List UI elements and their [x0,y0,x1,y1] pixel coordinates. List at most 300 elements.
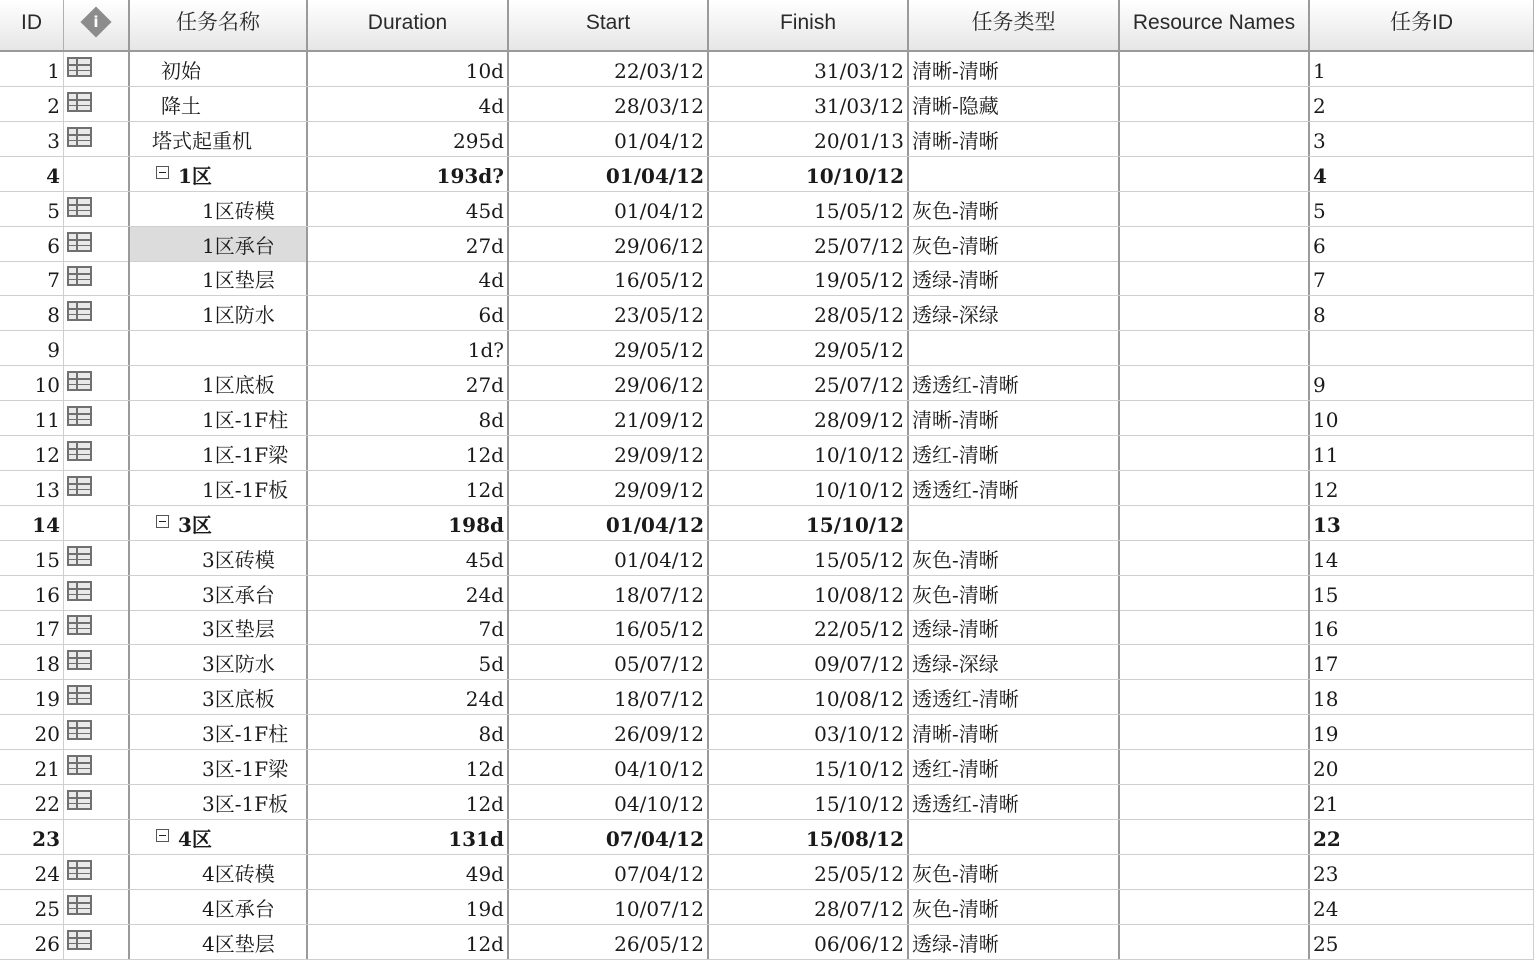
row-indicator-cell[interactable] [64,576,130,610]
task-name-cell[interactable] [130,925,308,959]
table-row[interactable] [0,610,1534,645]
task-notes-icon[interactable] [67,930,92,950]
table-row[interactable] [0,680,1534,715]
table-row[interactable] [0,192,1534,227]
task-id-cell[interactable]: 7 [1310,261,1534,295]
resource-names-cell[interactable] [1120,87,1310,121]
duration-cell[interactable]: 12d [308,436,509,470]
table-row[interactable] [0,925,1534,960]
resource-names-cell[interactable] [1120,855,1310,889]
resource-names-cell[interactable] [1120,331,1310,365]
table-row[interactable] [0,366,1534,401]
collapse-toggle-icon[interactable] [156,515,169,528]
task-id-cell[interactable]: 15 [1310,576,1534,610]
row-indicator-cell[interactable] [64,436,130,470]
finish-cell[interactable]: 31/03/12 [709,87,909,121]
task-notes-icon[interactable] [67,406,92,426]
task-type-cell[interactable]: 灰色-清晰 [909,576,1120,610]
duration-cell[interactable]: 12d [308,785,509,819]
start-cell[interactable]: 29/06/12 [509,227,709,261]
task-name-cell[interactable] [130,610,308,644]
row-indicator-cell[interactable] [64,401,130,435]
start-cell[interactable]: 16/05/12 [509,261,709,295]
finish-cell[interactable]: 10/08/12 [709,680,909,714]
task-id-cell[interactable] [1310,331,1534,365]
task-id-cell[interactable]: 16 [1310,610,1534,644]
resource-names-cell[interactable] [1120,157,1310,191]
row-id-cell[interactable]: 4 [0,157,64,191]
task-name-cell[interactable] [130,506,308,540]
row-indicator-cell[interactable] [64,52,130,86]
task-name-cell[interactable] [130,680,308,714]
duration-cell[interactable]: 193d? [308,157,509,191]
row-id-cell[interactable]: 8 [0,296,64,330]
task-notes-icon[interactable] [67,720,92,740]
start-cell[interactable]: 22/03/12 [509,52,709,86]
column-header-task-id[interactable]: 任务ID [1310,0,1534,50]
task-id-cell[interactable]: 8 [1310,296,1534,330]
task-type-cell[interactable] [909,506,1120,540]
finish-cell[interactable]: 10/08/12 [709,576,909,610]
resource-names-cell[interactable] [1120,680,1310,714]
duration-cell[interactable]: 12d [308,471,509,505]
duration-cell[interactable]: 27d [308,366,509,400]
task-name-cell[interactable] [130,401,308,435]
task-type-cell[interactable]: 透透红-清晰 [909,471,1120,505]
row-id-cell[interactable]: 7 [0,261,64,295]
start-cell[interactable]: 01/04/12 [509,157,709,191]
finish-cell[interactable]: 20/01/13 [709,122,909,156]
row-indicator-cell[interactable] [64,750,130,784]
row-indicator-cell[interactable] [64,261,130,295]
finish-cell[interactable]: 10/10/12 [709,157,909,191]
collapse-toggle-icon[interactable] [156,166,169,179]
task-id-cell[interactable]: 21 [1310,785,1534,819]
task-notes-icon[interactable] [67,441,92,461]
task-id-cell[interactable]: 18 [1310,680,1534,714]
start-cell[interactable]: 05/07/12 [509,645,709,679]
task-name-cell[interactable] [130,645,308,679]
start-cell[interactable]: 28/03/12 [509,87,709,121]
task-id-cell[interactable]: 17 [1310,645,1534,679]
table-row[interactable] [0,541,1534,576]
task-notes-icon[interactable] [67,790,92,810]
task-name-text: 4区垫层 [202,931,275,956]
task-name-cell[interactable] [130,855,308,889]
duration-cell[interactable]: 19d [308,890,509,924]
task-notes-icon[interactable] [67,301,92,321]
task-type-cell[interactable]: 透绿-深绿 [909,296,1120,330]
duration-cell[interactable]: 1d? [308,331,509,365]
task-name-cell[interactable] [130,192,308,226]
task-name-text: 3区砖模 [202,547,275,572]
duration-cell[interactable]: 5d [308,645,509,679]
finish-cell[interactable]: 15/10/12 [709,750,909,784]
row-indicator-cell[interactable] [64,715,130,749]
duration-cell[interactable]: 24d [308,576,509,610]
task-type-cell[interactable]: 透透红-清晰 [909,680,1120,714]
row-indicator-cell[interactable] [64,820,130,854]
table-row[interactable] [0,576,1534,611]
task-type-cell[interactable] [909,331,1120,365]
finish-cell[interactable]: 10/10/12 [709,471,909,505]
table-row[interactable] [0,52,1534,87]
row-id-cell[interactable]: 10 [0,366,64,400]
start-cell[interactable]: 10/07/12 [509,890,709,924]
column-header-duration[interactable]: Duration [308,0,509,50]
row-id-cell[interactable]: 1 [0,52,64,86]
task-name-cell[interactable] [130,890,308,924]
collapse-toggle-icon[interactable] [156,829,169,842]
resource-names-cell[interactable] [1120,366,1310,400]
row-id-cell[interactable]: 18 [0,645,64,679]
task-id-cell[interactable]: 24 [1310,890,1534,924]
task-name-text: 3区 [178,512,212,537]
row-id-cell[interactable]: 5 [0,192,64,226]
resource-names-cell[interactable] [1120,576,1310,610]
task-type-cell[interactable]: 透绿-清晰 [909,610,1120,644]
resource-names-cell[interactable] [1120,122,1310,156]
task-name-cell[interactable] [130,366,308,400]
task-type-cell[interactable] [909,820,1120,854]
resource-names-cell[interactable] [1120,610,1310,644]
table-row[interactable] [0,645,1534,680]
task-notes-icon[interactable] [67,266,92,286]
task-type-cell[interactable]: 灰色-清晰 [909,890,1120,924]
finish-cell[interactable]: 03/10/12 [709,715,909,749]
task-id-cell[interactable]: 25 [1310,925,1534,959]
row-indicator-cell[interactable] [64,227,130,261]
table-row[interactable] [0,331,1534,366]
start-cell[interactable]: 18/07/12 [509,680,709,714]
task-notes-icon[interactable] [67,92,92,112]
resource-names-cell[interactable] [1120,192,1310,226]
start-cell[interactable]: 16/05/12 [509,610,709,644]
table-row[interactable] [0,122,1534,157]
row-id-cell[interactable]: 15 [0,541,64,575]
resource-names-cell[interactable] [1120,52,1310,86]
start-cell[interactable]: 29/06/12 [509,366,709,400]
row-indicator-cell[interactable] [64,610,130,644]
task-name-cell[interactable] [130,820,308,854]
task-id-cell[interactable]: 9 [1310,366,1534,400]
duration-cell[interactable]: 4d [308,87,509,121]
task-id-cell[interactable]: 4 [1310,157,1534,191]
task-id-cell[interactable]: 13 [1310,506,1534,540]
task-type-cell[interactable]: 透绿-深绿 [909,645,1120,679]
task-id-cell[interactable]: 10 [1310,401,1534,435]
task-name-cell[interactable] [130,296,308,330]
table-row[interactable] [0,157,1534,192]
start-cell[interactable]: 04/10/12 [509,750,709,784]
task-name-cell[interactable] [130,785,308,819]
task-name-cell[interactable] [130,52,308,86]
row-indicator-cell[interactable] [64,157,130,191]
table-row[interactable] [0,436,1534,471]
finish-cell[interactable]: 09/07/12 [709,645,909,679]
row-indicator-cell[interactable] [64,541,130,575]
row-indicator-cell[interactable] [64,192,130,226]
task-id-cell[interactable]: 20 [1310,750,1534,784]
resource-names-cell[interactable] [1120,261,1310,295]
resource-names-cell[interactable] [1120,645,1310,679]
finish-cell[interactable]: 28/07/12 [709,890,909,924]
task-id-cell[interactable]: 22 [1310,820,1534,854]
task-name-cell[interactable] [130,122,308,156]
task-type-cell[interactable]: 清晰-清晰 [909,52,1120,86]
task-id-cell[interactable]: 6 [1310,227,1534,261]
start-cell[interactable]: 04/10/12 [509,785,709,819]
task-notes-icon[interactable] [67,232,92,252]
task-type-cell[interactable]: 清晰-清晰 [909,122,1120,156]
resource-names-cell[interactable] [1120,471,1310,505]
finish-cell[interactable]: 15/10/12 [709,506,909,540]
duration-cell[interactable]: 24d [308,680,509,714]
task-name-cell[interactable] [130,541,308,575]
row-id-cell[interactable]: 23 [0,820,64,854]
table-row[interactable] [0,820,1534,855]
task-type-cell[interactable]: 清晰-隐藏 [909,87,1120,121]
resource-names-cell[interactable] [1120,296,1310,330]
resource-names-cell[interactable] [1120,541,1310,575]
table-row[interactable] [0,750,1534,785]
task-notes-icon[interactable] [67,615,92,635]
task-id-cell[interactable]: 2 [1310,87,1534,121]
start-cell[interactable]: 01/04/12 [509,506,709,540]
start-cell[interactable]: 21/09/12 [509,401,709,435]
row-id-cell[interactable]: 2 [0,87,64,121]
duration-cell[interactable]: 10d [308,52,509,86]
row-indicator-cell[interactable] [64,296,130,330]
task-name-cell[interactable] [130,157,308,191]
task-id-cell[interactable]: 19 [1310,715,1534,749]
row-indicator-cell[interactable] [64,785,130,819]
start-cell[interactable]: 18/07/12 [509,576,709,610]
table-row[interactable] [0,506,1534,541]
resource-names-cell[interactable] [1120,227,1310,261]
task-type-cell[interactable]: 透透红-清晰 [909,366,1120,400]
task-notes-icon[interactable] [67,197,92,217]
resource-names-cell[interactable] [1120,890,1310,924]
table-row[interactable] [0,296,1534,331]
task-notes-icon[interactable] [67,127,92,147]
finish-cell[interactable]: 15/10/12 [709,785,909,819]
task-name-cell[interactable] [130,436,308,470]
table-row[interactable] [0,715,1534,750]
task-notes-icon[interactable] [67,581,92,601]
task-id-cell[interactable]: 23 [1310,855,1534,889]
task-notes-icon[interactable] [67,860,92,880]
finish-cell[interactable]: 15/08/12 [709,820,909,854]
resource-names-cell[interactable] [1120,506,1310,540]
duration-cell[interactable]: 7d [308,610,509,644]
task-name-cell[interactable] [130,750,308,784]
task-type-cell[interactable]: 透绿-清晰 [909,261,1120,295]
finish-cell[interactable]: 29/05/12 [709,331,909,365]
row-indicator-cell[interactable] [64,331,130,365]
table-row[interactable] [0,87,1534,122]
duration-cell[interactable]: 12d [308,750,509,784]
task-notes-icon[interactable] [67,650,92,670]
task-type-cell[interactable]: 灰色-清晰 [909,855,1120,889]
task-notes-icon[interactable] [67,476,92,496]
start-cell[interactable]: 01/04/12 [509,541,709,575]
finish-cell[interactable]: 19/05/12 [709,261,909,295]
resource-names-cell[interactable] [1120,750,1310,784]
row-indicator-cell[interactable] [64,122,130,156]
row-id-cell[interactable]: 6 [0,227,64,261]
start-cell[interactable]: 29/05/12 [509,331,709,365]
row-id-cell[interactable]: 26 [0,925,64,959]
task-type-cell[interactable]: 透绿-清晰 [909,925,1120,959]
row-id-cell[interactable]: 11 [0,401,64,435]
start-cell[interactable]: 26/05/12 [509,925,709,959]
row-id-cell[interactable]: 24 [0,855,64,889]
finish-cell[interactable]: 22/05/12 [709,610,909,644]
task-name-cell[interactable] [130,331,308,365]
column-header-indicators[interactable] [64,0,130,50]
row-indicator-cell[interactable] [64,855,130,889]
task-name-text: 3区-1F柱 [202,722,289,747]
finish-cell[interactable]: 15/05/12 [709,192,909,226]
task-name-cell[interactable] [130,715,308,749]
finish-cell[interactable]: 10/10/12 [709,436,909,470]
duration-cell[interactable]: 45d [308,192,509,226]
table-row[interactable] [0,227,1534,262]
finish-cell[interactable]: 15/05/12 [709,541,909,575]
table-row[interactable] [0,890,1534,925]
column-header-id[interactable]: ID [0,0,64,50]
column-header-start[interactable]: Start [509,0,709,50]
task-notes-icon[interactable] [67,371,92,391]
start-cell[interactable]: 23/05/12 [509,296,709,330]
resource-names-cell[interactable] [1120,925,1310,959]
row-indicator-cell[interactable] [64,680,130,714]
row-indicator-cell[interactable] [64,925,130,959]
resource-names-cell[interactable] [1120,401,1310,435]
task-name-cell[interactable] [130,261,308,295]
finish-cell[interactable]: 28/09/12 [709,401,909,435]
row-id-cell[interactable]: 19 [0,680,64,714]
table-row[interactable] [0,785,1534,820]
duration-cell[interactable]: 8d [308,401,509,435]
duration-cell[interactable]: 6d [308,296,509,330]
duration-cell[interactable]: 45d [308,541,509,575]
task-type-cell[interactable]: 透红-清晰 [909,436,1120,470]
row-indicator-cell[interactable] [64,87,130,121]
task-name-cell[interactable] [130,576,308,610]
task-id-cell[interactable]: 14 [1310,541,1534,575]
column-header-task-name[interactable]: 任务名称 [130,0,308,50]
duration-cell[interactable]: 198d [308,506,509,540]
task-type-cell[interactable]: 灰色-清晰 [909,192,1120,226]
start-cell[interactable]: 26/09/12 [509,715,709,749]
task-id-cell[interactable]: 11 [1310,436,1534,470]
task-id-cell[interactable]: 1 [1310,52,1534,86]
duration-cell[interactable]: 12d [308,925,509,959]
task-id-cell[interactable]: 5 [1310,192,1534,226]
resource-names-cell[interactable] [1120,785,1310,819]
table-row[interactable] [0,261,1534,296]
duration-cell[interactable]: 4d [308,261,509,295]
task-id-cell[interactable]: 3 [1310,122,1534,156]
row-id-cell[interactable]: 22 [0,785,64,819]
task-type-cell[interactable]: 灰色-清晰 [909,227,1120,261]
task-name-cell[interactable] [130,471,308,505]
task-type-cell[interactable]: 透透红-清晰 [909,785,1120,819]
duration-cell[interactable]: 49d [308,855,509,889]
resource-names-cell[interactable] [1120,436,1310,470]
task-type-cell[interactable] [909,157,1120,191]
finish-cell[interactable]: 25/07/12 [709,366,909,400]
duration-cell[interactable]: 295d [308,122,509,156]
row-id-cell[interactable]: 17 [0,610,64,644]
task-type-cell[interactable]: 灰色-清晰 [909,541,1120,575]
row-id-cell[interactable]: 25 [0,890,64,924]
row-id-cell[interactable]: 9 [0,331,64,365]
finish-cell[interactable]: 25/07/12 [709,227,909,261]
row-indicator-cell[interactable] [64,366,130,400]
row-id-cell[interactable]: 14 [0,506,64,540]
task-name-cell[interactable] [130,87,308,121]
task-name-text: 初始 [161,59,201,83]
start-cell[interactable]: 07/04/12 [509,820,709,854]
row-indicator-cell[interactable] [64,506,130,540]
table-row[interactable] [0,401,1534,436]
row-id-cell[interactable]: 12 [0,436,64,470]
row-id-cell[interactable]: 16 [0,576,64,610]
row-id-cell[interactable]: 3 [0,122,64,156]
row-indicator-cell[interactable] [64,471,130,505]
row-indicator-cell[interactable] [64,890,130,924]
duration-cell[interactable]: 27d [308,227,509,261]
start-cell[interactable]: 01/04/12 [509,192,709,226]
column-header-finish[interactable]: Finish [709,0,909,50]
table-row[interactable] [0,855,1534,890]
resource-names-cell[interactable] [1120,820,1310,854]
resource-names-cell[interactable] [1120,715,1310,749]
task-notes-icon[interactable] [67,57,92,77]
task-notes-icon[interactable] [67,755,92,775]
task-notes-icon[interactable] [67,685,92,705]
column-header-resource-names[interactable]: Resource Names [1120,0,1310,50]
task-type-cell[interactable]: 清晰-清晰 [909,401,1120,435]
row-id-cell[interactable]: 13 [0,471,64,505]
task-type-cell[interactable]: 清晰-清晰 [909,715,1120,749]
start-cell[interactable]: 01/04/12 [509,122,709,156]
row-indicator-cell[interactable] [64,645,130,679]
task-name-cell[interactable] [130,227,308,261]
task-name-text: 1区底板 [202,373,275,398]
finish-cell[interactable]: 25/05/12 [709,855,909,889]
start-cell[interactable]: 07/04/12 [509,855,709,889]
task-notes-icon[interactable] [67,895,92,915]
finish-cell[interactable]: 31/03/12 [709,52,909,86]
task-id-cell[interactable]: 12 [1310,471,1534,505]
row-id-cell[interactable]: 20 [0,715,64,749]
column-header-task-type[interactable]: 任务类型 [909,0,1120,50]
task-type-cell[interactable]: 透红-清晰 [909,750,1120,784]
duration-cell[interactable]: 8d [308,715,509,749]
finish-cell[interactable]: 28/05/12 [709,296,909,330]
start-cell[interactable]: 29/09/12 [509,471,709,505]
start-cell[interactable]: 29/09/12 [509,436,709,470]
duration-cell[interactable]: 131d [308,820,509,854]
row-id-cell[interactable]: 21 [0,750,64,784]
table-row[interactable] [0,471,1534,506]
finish-cell[interactable]: 06/06/12 [709,925,909,959]
task-notes-icon[interactable] [67,546,92,566]
